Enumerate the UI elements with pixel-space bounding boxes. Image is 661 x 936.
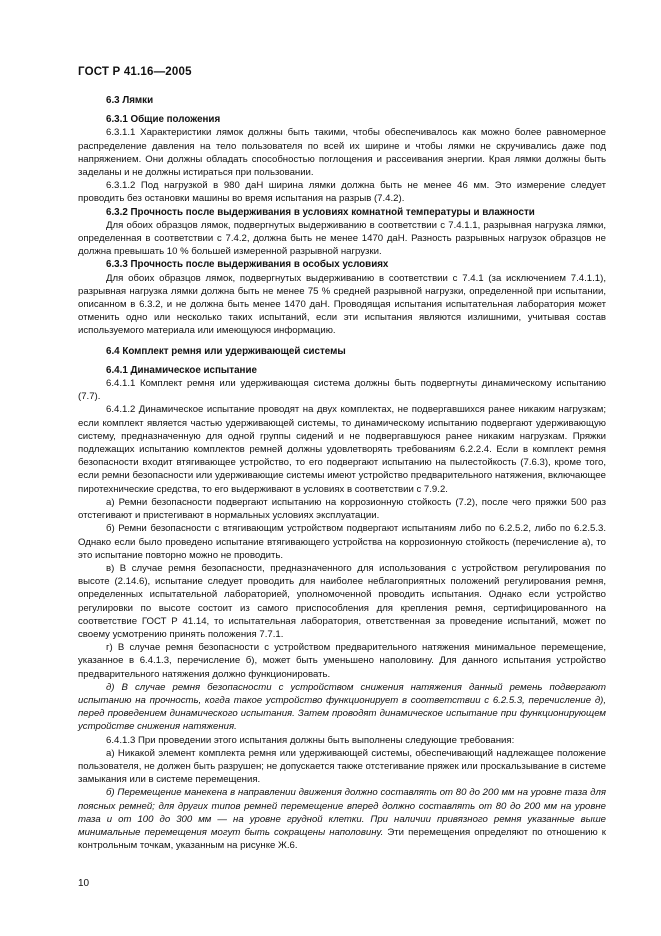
requirement-b <box>78 786 606 852</box>
paragraph-6-4-1-1: 6.4.1.1 Комплект ремня или удерживающая система должны быть подвергнуты динамическому испытанию (7.7). <box>78 378 606 403</box>
list-item-d: д) В случае ремня безопасности с устройством снижения натяжения данный ремень подвергают испытанию на прочность, когда такое устройство функционирует в соответствии с 6.2.5.3, перечисление д), перед проведением динамического испытания. Затем проводят динамическое испытание при функционирующем устройстве снижения натяжения. <box>78 681 606 733</box>
paragraph-6-4-1-3: 6.4.1.3 При проведении этого испытания должны быть выполнены следующие требования: <box>106 734 515 746</box>
section-6-3-2-title: 6.3.2 Прочность после выдерживания в условиях комнатной температуры и влажности <box>106 206 535 218</box>
document-body <box>78 94 606 852</box>
section-6-4-title: 6.4 Комплект ремня или удерживающей системы <box>106 345 346 357</box>
document-header: ГОСТ Р 41.16—2005 <box>78 66 192 78</box>
paragraph-6-3-3: Для обоих образцов лямок, подвергнутых выдерживанию в соответствии с 7.4.1 (за исключением 7.4.1.1), разрывная нагрузка лямки должна быть не менее 75 % средней разрывной нагрузки, определенной при испытании, описанном в 6.3.2, и не должна быть менее 1470 даН. Проводящая испытания испытательная лаборатория может отменить одно или несколько таких испытаний, если эти испытания являются излишними, учитывая состав используемого материала или имеющуюся информацию. <box>78 272 606 337</box>
paragraph-6-3-1-2: 6.3.1.2 Под нагрузкой в 980 даН ширина лямки должна быть не менее 46 мм. Это измерение следует проводить без остановки машины во время испытания на разрыв (7.4.2). <box>78 180 606 205</box>
list-item-b: б) Ремни безопасности с втягивающим устройством подвергают испытаниям либо по 6.2.5.2, либо по 6.2.5.3. Однако если было проведено испытание втягивающего устройства на коррозионную стойкость (перечисление а), то это испытание повторно можно не проводить. <box>78 523 606 561</box>
paragraph-6-3-2: Для обоих образцов лямок, подвергнутых выдерживанию в соответствии с 7.4.1.1, разрывная нагрузка лямки, определенная в соответствии с 7.4.2, должна быть не менее 1470 даН. Разность разрывных нагрузок образцов не должна превышать 10 % большей измеренной разрывной нагрузки. <box>78 219 606 258</box>
list-item-v: в) В случае ремня безопасности, предназначенного для использования с устройством регулирования по высоте (2.14.6), испытание следует проводить для наиболее неблагоприятных положений регулирования ремня, определенных испытательной лабораторией, уполномоченной проводить испытания. Однако если устройство регулировки по высоте состоит из самого приспособления для крепления ремня, сертифицированного на соответствие ГОСТ Р 41.14, то испытательная лаборатория, ответственная за проведение испытаний, может по своему усмотрению принять положения 7.7.1. <box>78 562 606 640</box>
requirement-a: а) Никакой элемент комплекта ремня или удерживающей системы, обеспечивающий надлежащее положение пользователя, не должен быть разрушен; не допускается также отстегивание пряжек или проскальзывание в системе замыкания или в системе перемещения. <box>78 747 606 786</box>
requirement-b-normal: Эти перемещения определяют по отношению к контрольным точкам, указанным на рисунке Ж.6. <box>78 826 606 852</box>
paragraph-6-3-1-1: 6.3.1.1 Характеристики лямок должны быть такими, чтобы обеспечивалось как можно более равномерное распределение давления на тело пользователя по всей их ширине и чтобы лямки не скручивались даже под напряжением. Они должны обладать способностью поглощения и рассеивания энергии. Края лямки должны быть заделаны и не должны истираться при пользовании. <box>78 127 606 179</box>
section-6-3-title: 6.3 Лямки <box>106 95 154 106</box>
requirement-b-italic: б) Перемещение манекена в направлении движения должно составлять от 80 до 200 мм на уровне таза для поясных ремней; для других типов ремней перемещение вперед должно составлять от 80 до 200 мм на уровне таза и от 100 до 300 мм — на уровне грудной клетки. При наличии привязного ремня указанные выше минимальные перемещения могут быть сокращены наполовину. <box>78 787 606 838</box>
list-item-a: а) Ремни безопасности подвергают испытанию на коррозионную стойкость (7.2), после чего пряжки 500 раз отстегивают и пристегивают в нормальных условиях эксплуатации. <box>78 496 606 522</box>
paragraph-6-4-1-2: 6.4.1.2 Динамическое испытание проводят на двух комплектах, не подвергавшихся ранее никаким нагрузкам; если комплект является частью удерживающей системы, то динамическому испытанию подвергают удерживающую систему, предназначенную для одной группы сидений и не подвергавшуюся ранее никаким нагрузкам. Пряжки подлежащих испытанию комплектов ремней должны удовлетворять требованиям 6.2.2.4. Если в комплект ремня безопасности входит втягивающее устройство, то его подвергают испытанию на пылестойкость (7.6.3), кроме того, если ремни безопасности или удерживающие системы имеют устройство предварительного натяжения, включающее пиротехнические средства, то его выдерживают в условиях в соответствии с 7.9.2. <box>78 404 606 495</box>
section-6-3-3-title: 6.3.3 Прочность после выдерживания в особых условиях <box>106 259 389 271</box>
section-6-3-1-title: 6.3.1 Общие положения <box>106 114 221 126</box>
list-item-g: г) В случае ремня безопасности с устройством предварительного натяжения минимальное перемещение, указанное в 6.4.1.3, перечисление б), может быть уменьшено наполовину. Для данного испытания устройство предварительного натяжения должно функционировать. <box>78 642 606 680</box>
section-6-4-1-title: 6.4.1 Динамическое испытание <box>106 364 257 376</box>
page-number: 10 <box>78 878 90 889</box>
